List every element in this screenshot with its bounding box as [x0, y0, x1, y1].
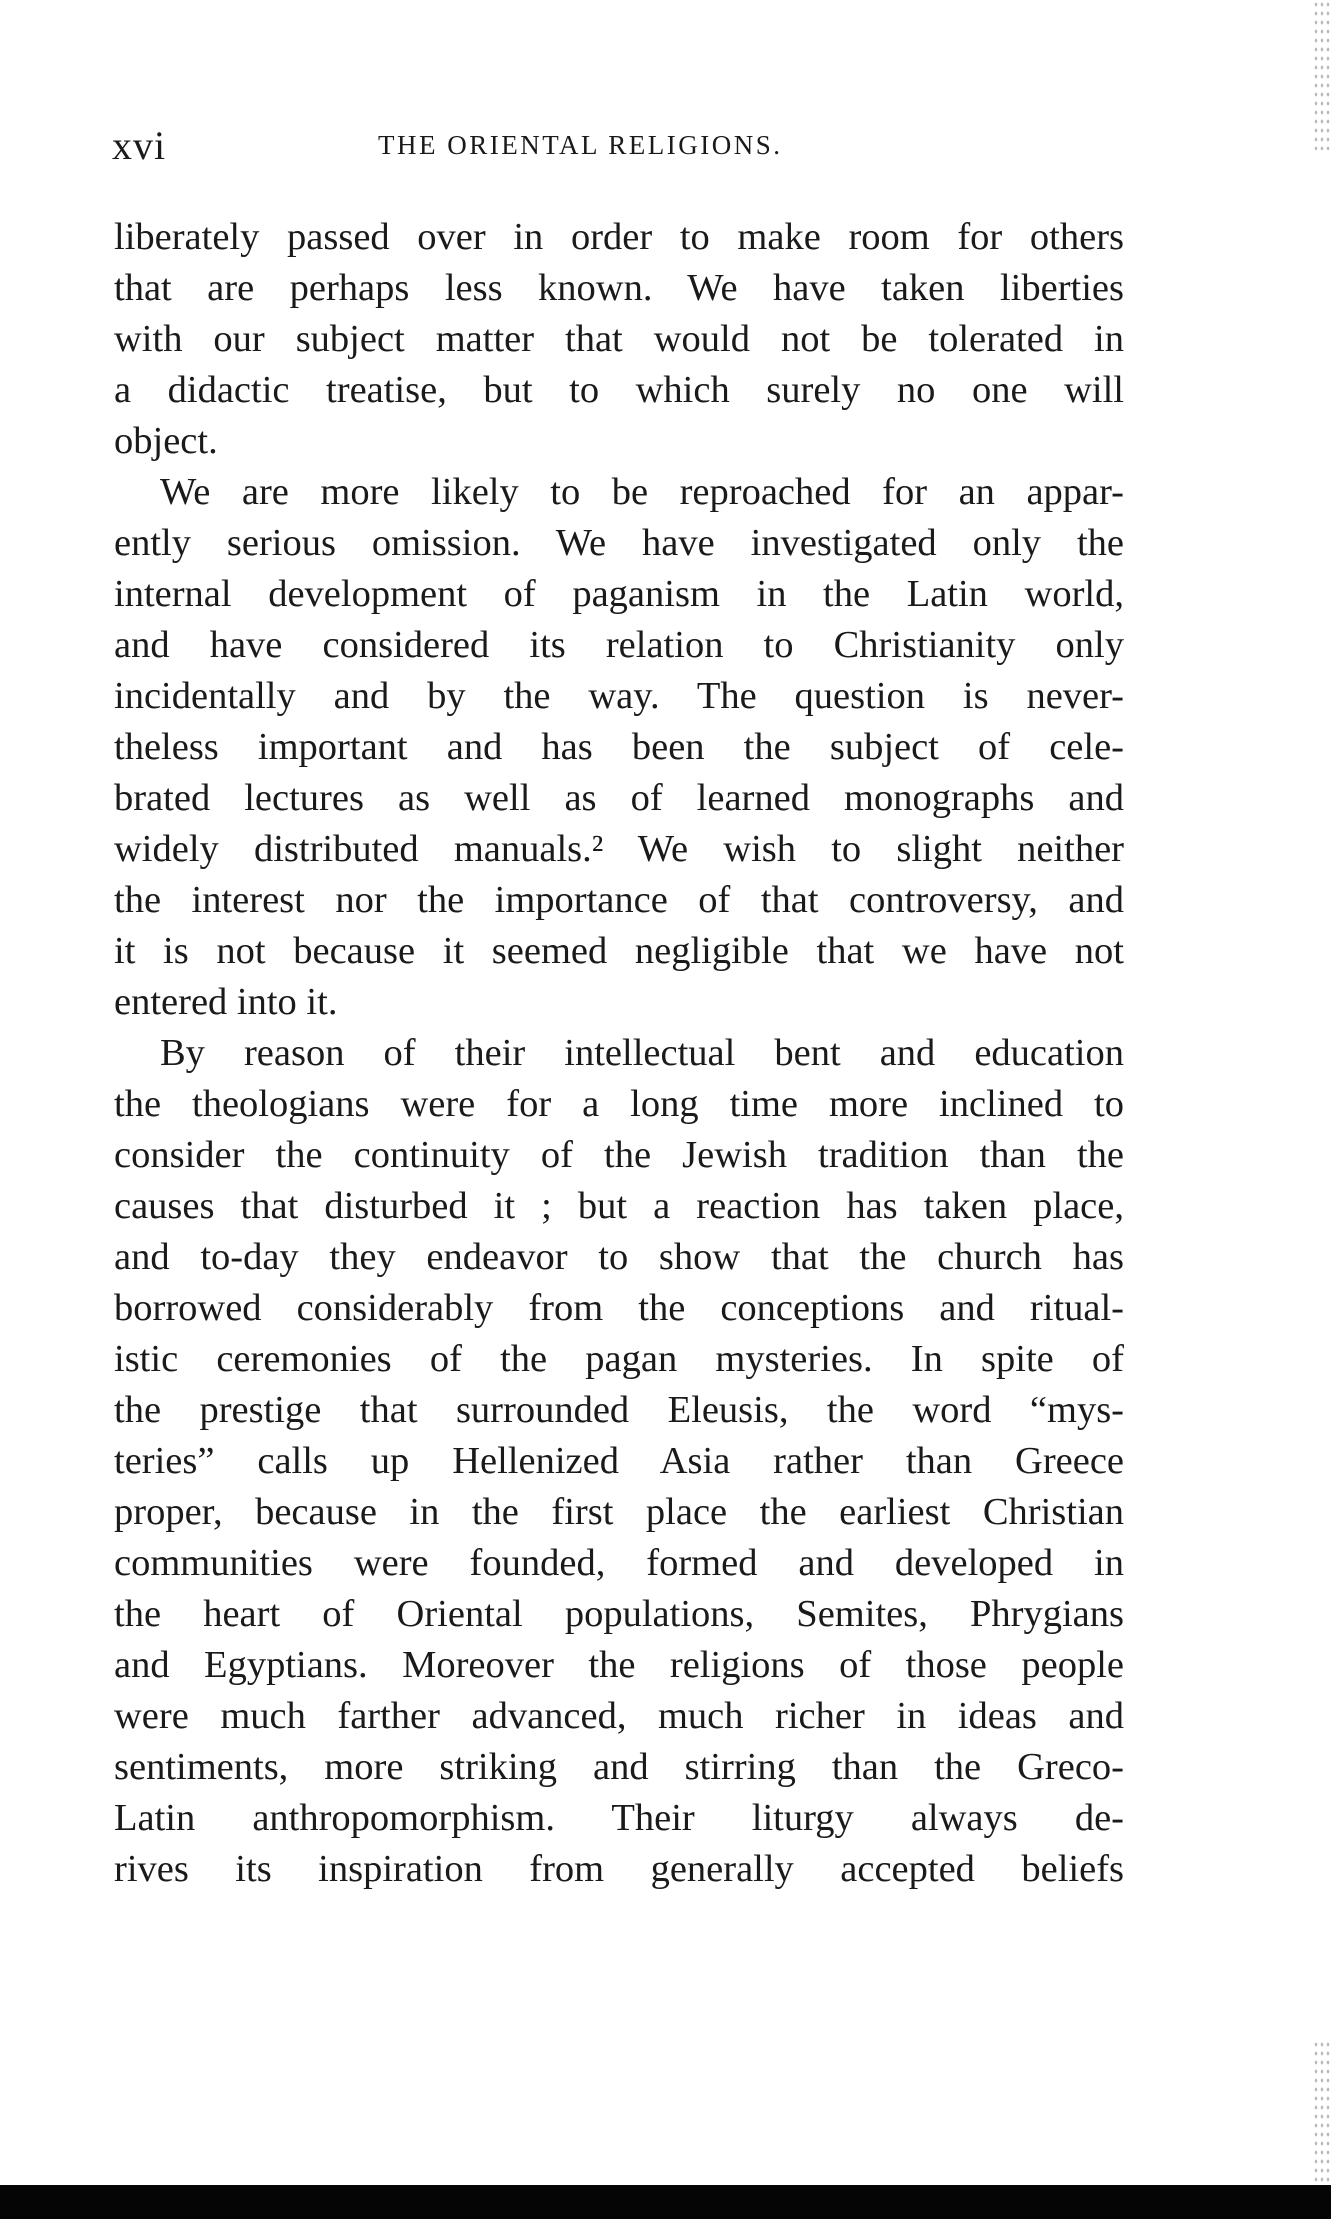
- text-line: the prestige that surrounded Eleusis, the word “mys-: [114, 1389, 1124, 1431]
- text-line: and have considered its relation to Christianity only: [114, 624, 1124, 666]
- text-line: and Egyptians. Moreover the religions of those people: [114, 1644, 1124, 1686]
- text-line: borrowed considerably from the conceptions and ritual-: [114, 1287, 1124, 1329]
- text-line: liberately passed over in order to make room for others: [114, 216, 1124, 258]
- text-line: were much farther advanced, much richer in ideas and: [114, 1695, 1124, 1737]
- text-line: entered into it.: [114, 981, 338, 1023]
- text-line: object.: [114, 420, 218, 462]
- text-line: causes that disturbed it ; but a reaction has taken place,: [114, 1185, 1124, 1227]
- text-line: teries” calls up Hellenized Asia rather than Greece: [114, 1440, 1124, 1482]
- text-line: it is not because it seemed negligible that we have not: [114, 930, 1124, 972]
- text-line: incidentally and by the way. The question is never-: [114, 675, 1124, 717]
- text-line: that are perhaps less known. We have taken liberties: [114, 267, 1124, 309]
- text-line: a didactic treatise, but to which surely no one will: [114, 369, 1124, 411]
- page-header: [112, 122, 1122, 172]
- text-line: internal development of paganism in the Latin world,: [114, 573, 1124, 615]
- text-line: the heart of Oriental populations, Semites, Phrygians: [114, 1593, 1124, 1635]
- page-edge-texture: [1313, 2040, 1331, 2185]
- text-line: ently serious omission. We have investigated only the: [114, 522, 1124, 564]
- text-line: widely distributed manuals.² We wish to slight neither: [114, 828, 1124, 870]
- text-line: rives its inspiration from generally accepted beliefs: [114, 1848, 1124, 1890]
- text-line: brated lectures as well as of learned monographs and: [114, 777, 1124, 819]
- body-text: [114, 212, 1124, 1895]
- text-line: By reason of their intellectual bent and education: [160, 1032, 1124, 1074]
- scan-border: [0, 2185, 1331, 2219]
- text-line: theless important and has been the subject of cele-: [114, 726, 1124, 768]
- text-line: istic ceremonies of the pagan mysteries. In spite of: [114, 1338, 1124, 1380]
- text-line: communities were founded, formed and developed in: [114, 1542, 1124, 1584]
- text-line: proper, because in the first place the earliest Christian: [114, 1491, 1124, 1533]
- page-edge-texture: [1313, 0, 1331, 150]
- running-title: THE ORIENTAL RELIGIONS.: [378, 130, 783, 160]
- text-line: sentiments, more striking and stirring than the Greco-: [114, 1746, 1124, 1788]
- text-line: Latin anthropomorphism. Their liturgy always de-: [114, 1797, 1124, 1839]
- text-line: the interest nor the importance of that controversy, and: [114, 879, 1124, 921]
- text-line: We are more likely to be reproached for an appar-: [160, 471, 1124, 513]
- text-line: and to-day they endeavor to show that the church has: [114, 1236, 1124, 1278]
- text-line: the theologians were for a long time more inclined to: [114, 1083, 1124, 1125]
- page-number: xvi: [112, 123, 167, 168]
- text-line: consider the continuity of the Jewish tradition than the: [114, 1134, 1124, 1176]
- text-line: with our subject matter that would not be tolerated in: [114, 318, 1124, 360]
